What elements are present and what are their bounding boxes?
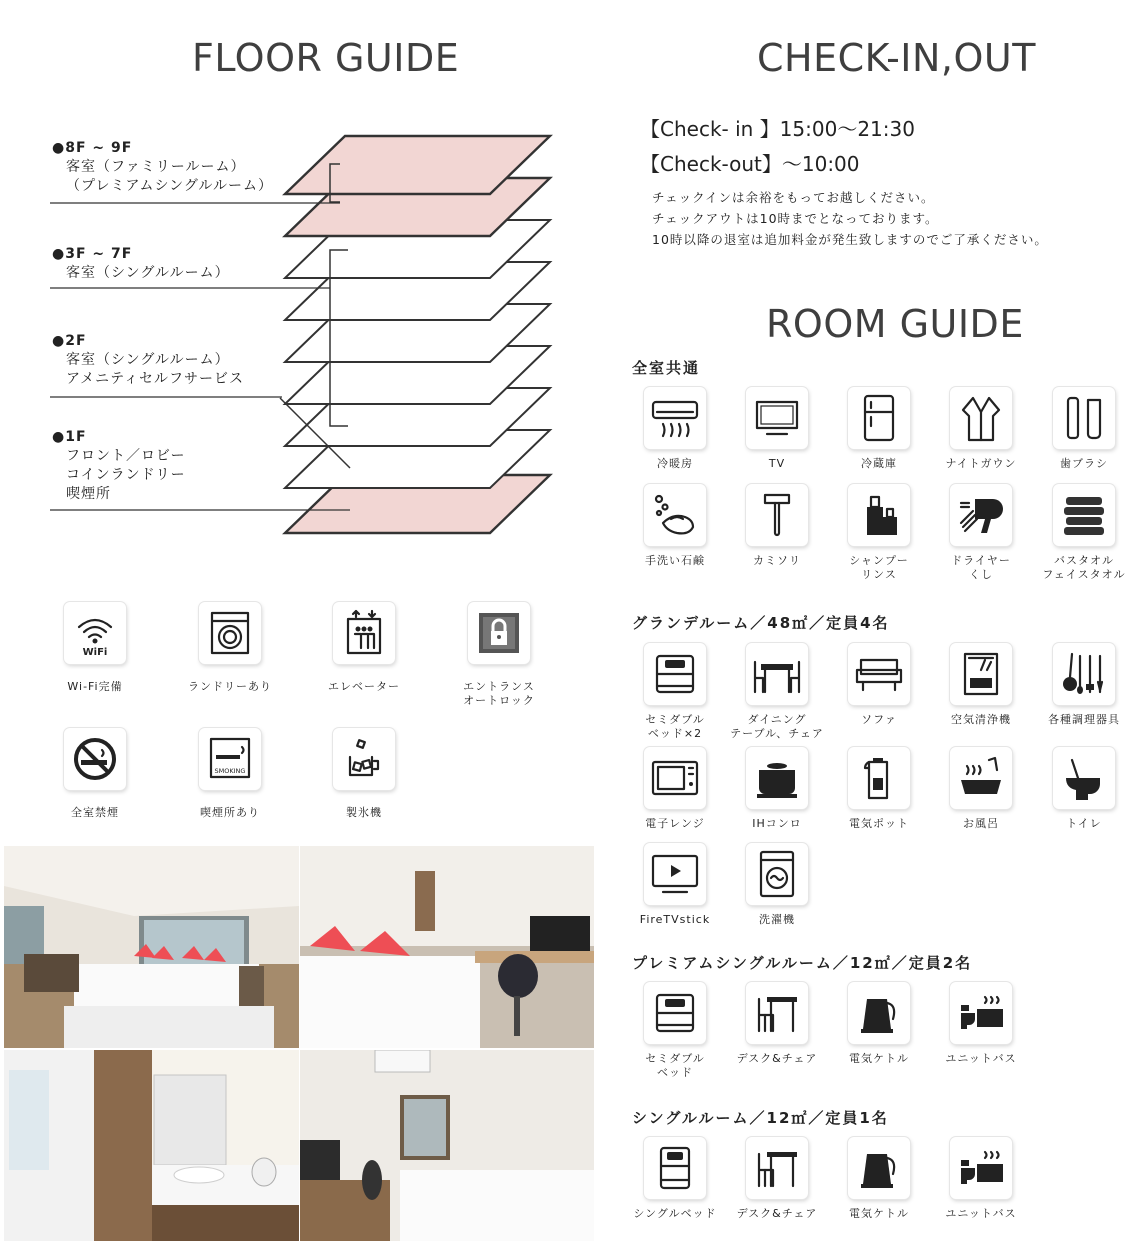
amenity-item bbox=[644, 643, 706, 740]
amenity-label: 全室禁煙 bbox=[71, 806, 119, 819]
amenity-label: 冷蔵庫 bbox=[861, 457, 897, 470]
amenity-label: 喫煙所あり bbox=[200, 806, 260, 819]
sofa-icon bbox=[848, 643, 910, 705]
amenity-item bbox=[945, 982, 1017, 1065]
amenity-label: お風呂 bbox=[963, 817, 999, 830]
section-title-premium: プレミアムシングルルーム／12㎡／定員2名 bbox=[632, 954, 973, 972]
amenity-item bbox=[639, 843, 711, 926]
floor-number: ●1F bbox=[52, 429, 87, 445]
amenity-label: 製氷機 bbox=[346, 806, 382, 819]
check-in-time: 【Check- in 】15:00〜21:30 bbox=[640, 117, 915, 141]
amenity-item bbox=[188, 602, 272, 693]
amenity-label: ユニットバス bbox=[945, 1052, 1017, 1065]
room-photo-grand bbox=[4, 846, 299, 1048]
amenity-item bbox=[848, 643, 910, 726]
amenity-item bbox=[950, 484, 1012, 581]
amenity-item bbox=[950, 643, 1012, 726]
amenity-item bbox=[848, 387, 910, 470]
amenity-label: ドライヤー くし bbox=[951, 554, 1011, 581]
toothbrush-icon bbox=[1053, 387, 1115, 449]
check-note: 10時以降の退室は追加料金が発生致しますのでご了承ください。 bbox=[652, 232, 1048, 247]
amenity-label: トイレ bbox=[1066, 817, 1102, 830]
hand-soap-icon bbox=[644, 484, 706, 546]
amenity-label: 電気ケトル bbox=[849, 1052, 909, 1065]
section-title-single: シングルルーム／12㎡／定員1名 bbox=[632, 1109, 889, 1127]
amenity-item bbox=[746, 747, 808, 830]
floor-label-8f-9f bbox=[52, 139, 273, 196]
room-guide-title: ROOM GUIDE bbox=[766, 302, 1024, 346]
amenity-item bbox=[644, 747, 706, 830]
amenity-item bbox=[736, 982, 818, 1065]
amenity-label: TV bbox=[768, 457, 786, 470]
razor-icon bbox=[746, 484, 808, 546]
amenity-label: Wi-Fi完備 bbox=[67, 680, 123, 693]
washing-machine-icon bbox=[746, 843, 808, 905]
refrigerator-icon bbox=[848, 387, 910, 449]
ih-stove-icon bbox=[746, 747, 808, 809]
amenity-item bbox=[1048, 643, 1120, 726]
hair-dryer-icon bbox=[950, 484, 1012, 546]
amenity-item bbox=[199, 728, 261, 819]
room-photo-bathroom bbox=[4, 1050, 299, 1241]
floor-description: 客室（ファミリールーム） （プレミアムシングルルーム） bbox=[66, 159, 274, 194]
room-photo-premium bbox=[300, 846, 594, 1048]
desk-chair-icon bbox=[746, 982, 808, 1044]
night-gown-icon bbox=[950, 387, 1012, 449]
bed-icon bbox=[644, 982, 706, 1044]
bed-icon bbox=[644, 643, 706, 705]
single-bed-icon bbox=[644, 1137, 706, 1199]
amenity-label: エントランス オートロック bbox=[463, 680, 535, 707]
amenity-label: デスク&チェア bbox=[736, 1207, 818, 1220]
amenity-item bbox=[848, 747, 910, 830]
ice-maker-icon bbox=[333, 728, 395, 790]
floor-label-3f-7f bbox=[52, 245, 230, 283]
amenity-label: シャンプー リンス bbox=[849, 554, 909, 581]
amenity-label: 空気清浄機 bbox=[951, 713, 1011, 726]
floor-guide-title: FLOOR GUIDE bbox=[192, 36, 460, 80]
electric-kettle-icon bbox=[848, 982, 910, 1044]
amenity-label: ナイトガウン bbox=[945, 457, 1017, 470]
floor-description: 客室（シングルルーム） bbox=[66, 265, 230, 281]
amenity-label: ユニットバス bbox=[945, 1207, 1017, 1220]
laundry-icon bbox=[199, 602, 261, 664]
check-note: チェックアウトは10時までとなっております。 bbox=[652, 211, 939, 226]
amenity-label: 電気ケトル bbox=[849, 1207, 909, 1220]
amenity-item bbox=[463, 602, 535, 707]
check-in-out-title: CHECK-IN,OUT bbox=[757, 36, 1036, 80]
floor-number: ●2F bbox=[52, 333, 87, 349]
floor-number: ●8F ~ 9F bbox=[52, 140, 133, 156]
desk-chair-icon bbox=[746, 1137, 808, 1199]
microwave-icon bbox=[644, 747, 706, 809]
unit-bath-icon bbox=[950, 1137, 1012, 1199]
amenity-label: 手洗い石鹸 bbox=[645, 554, 705, 567]
electric-pot-icon bbox=[848, 747, 910, 809]
amenity-item bbox=[633, 1137, 717, 1220]
amenity-label: 洗濯機 bbox=[759, 913, 795, 926]
amenity-label: デスク&チェア bbox=[736, 1052, 818, 1065]
towel-icon bbox=[1053, 484, 1115, 546]
air-purifier-icon bbox=[950, 643, 1012, 705]
amenity-item bbox=[848, 982, 910, 1065]
amenity-label: カミソリ bbox=[753, 554, 801, 567]
elevator-icon bbox=[333, 602, 395, 664]
amenity-item bbox=[64, 728, 126, 819]
tv-icon bbox=[746, 387, 808, 449]
cooking-utensils-icon bbox=[1053, 643, 1115, 705]
dining-table-icon bbox=[746, 643, 808, 705]
amenity-label: 各種調理器具 bbox=[1048, 713, 1120, 726]
amenity-label: バスタオル フェイスタオル bbox=[1042, 554, 1126, 581]
autolock-icon bbox=[468, 602, 530, 664]
electric-kettle-icon bbox=[848, 1137, 910, 1199]
amenity-item bbox=[945, 387, 1017, 470]
amenity-label: 歯ブラシ bbox=[1060, 457, 1108, 470]
floor-description: 客室（シングルルーム） アメニティセルフサービス bbox=[66, 352, 245, 387]
amenity-item bbox=[644, 387, 706, 470]
amenity-item bbox=[644, 982, 706, 1079]
wifi-icon bbox=[64, 602, 126, 664]
amenity-label: IHコンロ bbox=[752, 817, 802, 830]
amenity-item bbox=[746, 484, 808, 567]
fire-tv-stick-icon bbox=[644, 843, 706, 905]
smoking-area-icon bbox=[199, 728, 261, 790]
amenity-label: 冷暖房 bbox=[657, 457, 693, 470]
svg-text:WiFi: WiFi bbox=[82, 647, 108, 658]
amenity-label: シングルベッド bbox=[633, 1207, 717, 1220]
section-title-common: 全室共通 bbox=[632, 359, 701, 377]
amenity-item bbox=[848, 1137, 910, 1220]
amenity-item bbox=[1053, 387, 1115, 470]
amenity-item bbox=[333, 728, 395, 819]
amenity-item bbox=[1042, 484, 1126, 581]
amenity-item bbox=[328, 602, 400, 693]
floor-number: ●3F ~ 7F bbox=[52, 246, 133, 262]
amenity-item bbox=[1053, 747, 1115, 830]
amenity-label: セミダブル ベッド bbox=[645, 1052, 705, 1079]
floor-label-2f bbox=[52, 332, 244, 389]
floor-description: フロント／ロビー コインランドリー 喫煙所 bbox=[66, 448, 186, 502]
air-conditioner-icon bbox=[644, 387, 706, 449]
amenity-label: 電気ポット bbox=[849, 817, 909, 830]
section-title-grand: グランデルーム／48㎡／定員4名 bbox=[632, 614, 890, 632]
amenity-item bbox=[746, 843, 808, 926]
amenity-label: ソファ bbox=[861, 713, 897, 726]
check-note: チェックインは余裕をもってお越しください。 bbox=[652, 190, 935, 205]
room-photo-single bbox=[300, 1050, 594, 1241]
amenity-item bbox=[950, 747, 1012, 830]
amenity-label: FireTVstick bbox=[639, 913, 711, 926]
amenity-item bbox=[746, 387, 808, 470]
shampoo-icon bbox=[848, 484, 910, 546]
amenity-label: セミダブル ベッド×2 bbox=[645, 713, 705, 740]
no-smoking-icon bbox=[64, 728, 126, 790]
amenity-label: ランドリーあり bbox=[188, 680, 272, 693]
unit-bath-icon bbox=[950, 982, 1012, 1044]
amenity-label: ダイニング テーブル、チェア bbox=[730, 713, 824, 740]
svg-text:SMOKING: SMOKING bbox=[214, 767, 246, 775]
floor-label-1f bbox=[52, 428, 186, 504]
amenity-item bbox=[945, 1137, 1017, 1220]
amenity-label: 電子レンジ bbox=[645, 817, 705, 830]
amenity-item bbox=[848, 484, 910, 581]
amenity-item bbox=[64, 602, 126, 693]
amenity-item bbox=[644, 484, 706, 567]
amenity-label: エレベーター bbox=[328, 680, 400, 693]
toilet-icon bbox=[1053, 747, 1115, 809]
bath-icon bbox=[950, 747, 1012, 809]
amenity-item bbox=[730, 643, 824, 740]
amenity-item bbox=[736, 1137, 818, 1220]
check-out-time: 【Check-out】〜10:00 bbox=[640, 152, 860, 176]
